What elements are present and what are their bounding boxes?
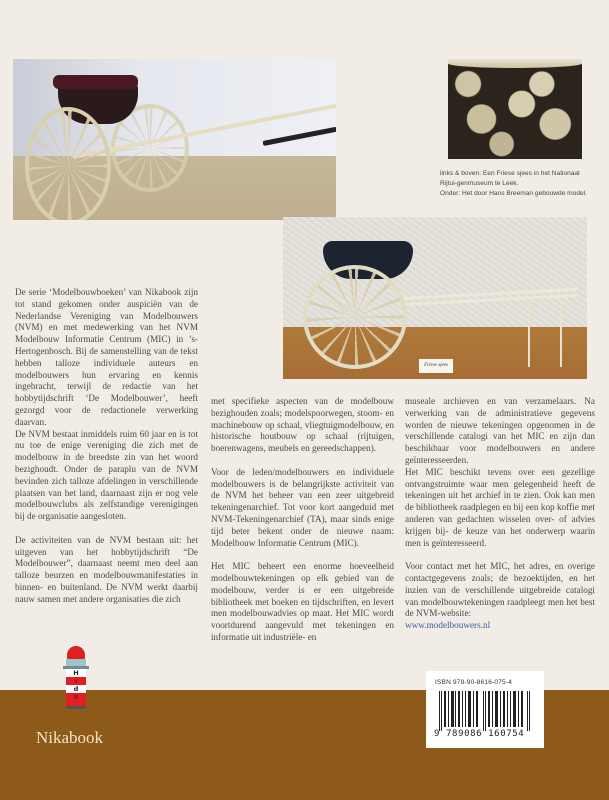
paragraph: Het MIC beheert een enorme hoeveelheid modelbouwtekeningen op elk gebied van de modelbouw, verder is er een uitgebreide bibliotheek met boeken en tijdschriften, en levert men modelbouwadvies op maat. Het MIC wordt voortdurend aangevuld met tekeningen en informatie uit industriële- en: [211, 561, 394, 642]
carriage-cushion: [53, 75, 138, 89]
lighthouse-letter: B: [66, 693, 86, 706]
model-trestle: [528, 301, 562, 367]
model-name-label: Friese sjees: [419, 359, 453, 373]
caption-bottom: Onder: Het door Hans Breeman gebouwde model.: [440, 190, 587, 197]
photo-carriage-full-size: [13, 59, 336, 220]
lighthouse-base: [66, 706, 86, 709]
paragraph: Voor de leden/modelbouwers en individuele modelbouwers is de belangrijkste activiteit van de NVM het beheer van een zeer uitgebreid tekeningenarchief. Tot voor kort aangeduid met NVM-Tekeningenarchief (TA), maar sinds enige tijd beter bekent onder de nieuwe naam: Modelbouw Informatie Centrum (MIC).: [211, 466, 394, 548]
paragraph: De NVM bestaat inmiddels ruim 60 jaar en is tot nu toe de enige vereniging die zich met de modelbouw in de breedste zin van het woord bezighoudt. Onder de paraplu van de NVM bevinden zich talloze afdelingen in verschillende plaatsen van het land, daarnaast zijn er nog vele modelbouwclubs als zelfstandige verenigingen bij de organisatie aangesloten.: [15, 428, 198, 522]
text-column-middle: [211, 396, 394, 644]
lighthouse-letter: v: [66, 677, 86, 685]
paragraph: Het MIC beschikt tevens over een gezellige ontvangstruimte waar men gelegenheid heeft de tekeningen uit het archief in te zien. Ook kan men de bibliotheek raadplegen en bij een kop koffie met anderen van gedachten wisselen over- of advies krijgen bij- de keuze van het onderwerp waarin men is geïnteresseerd.: [405, 466, 595, 548]
ornament-rim: [448, 59, 582, 68]
paragraph: De serie ‘Modelbouwboeken’ van Nikabook zijn tot stand gekomen onder auspiciën van de Nederlandse Vereniging van Modelbouwers (NVM) en met medewerking van het NVM Modelbouw Informatie Centrum (MIC) in ’s-Hertogenbosch. Bij de samenstelling van de tekst hebben talloze individuele auteurs en modelbouwers hun ervaring en kennis ingebracht, terwijl de redactie van het hobbytijdschrift ‘De Modelbouwer’, heeft gezorgd voor de redactionele verwerking daarvan.: [15, 287, 198, 427]
caption-top: links & boven: Een Friese sjees in het Nationaal Rijtui-genmuseum te Leek.: [440, 170, 580, 187]
paragraph: De activiteiten van de NVM bestaan uit: het uitgeven van het hobbytijdschrift “De Modelbouwer”, daarnaast neemt men deel aan talloze beurzen en modelbouwmanifestaties in binnen- en buitenland. De NVM werkt daarbij nauw samen met andere organisaties die zich: [15, 534, 198, 604]
carriage-front-wheel: [25, 107, 111, 220]
text-column-left: [15, 287, 198, 606]
isbn-barcode-block: [426, 671, 544, 748]
lighthouse-letter: H: [66, 669, 86, 677]
isbn-label: ISBN 978-90-8616-075-4: [435, 679, 513, 686]
website-link[interactable]: www.modelbouwers.nl: [405, 620, 491, 631]
paragraph: museale archieven en van verzamelaars. Na verwerking van de administratieve gegevens worden de nieuwe tekeningen opgenomen in de verschillende catalogi van het MIC en zijn dan beschikbaar voor modelbouwers en andere geïnteresseerden.: [405, 396, 595, 465]
isbn-digits: 9 789086 160754: [434, 729, 525, 739]
lighthouse-letter: d: [66, 685, 86, 693]
photo-carriage-model: [283, 217, 587, 379]
text-column-right: [405, 396, 595, 632]
lighthouse-logo-icon: [63, 646, 89, 708]
barcode-icon: [439, 691, 531, 731]
publisher-name: Nikabook: [36, 728, 104, 747]
photo-ornament-detail: [448, 59, 582, 159]
model-wheel: [303, 265, 407, 369]
lighthouse-dome: [67, 646, 85, 659]
paragraph: Voor contact met het MIC, het adres, en overige contactgegevens zoals; de bezoektijden, en het inzien van de verschillende uitgebreide catalogi van modelbouwtekeningen raadpleegt men het best de NVM-website:: [405, 561, 595, 619]
paragraph: met specifieke aspecten van de modelbouw bezighouden zoals; modelspoorwegen, stoom- en machinebouw op schaal, vliegtuigmodelbouw, en historische houtbouw op schaal (rijtuigen, boerenwagens, meubels en gereedschappen).: [211, 396, 394, 454]
